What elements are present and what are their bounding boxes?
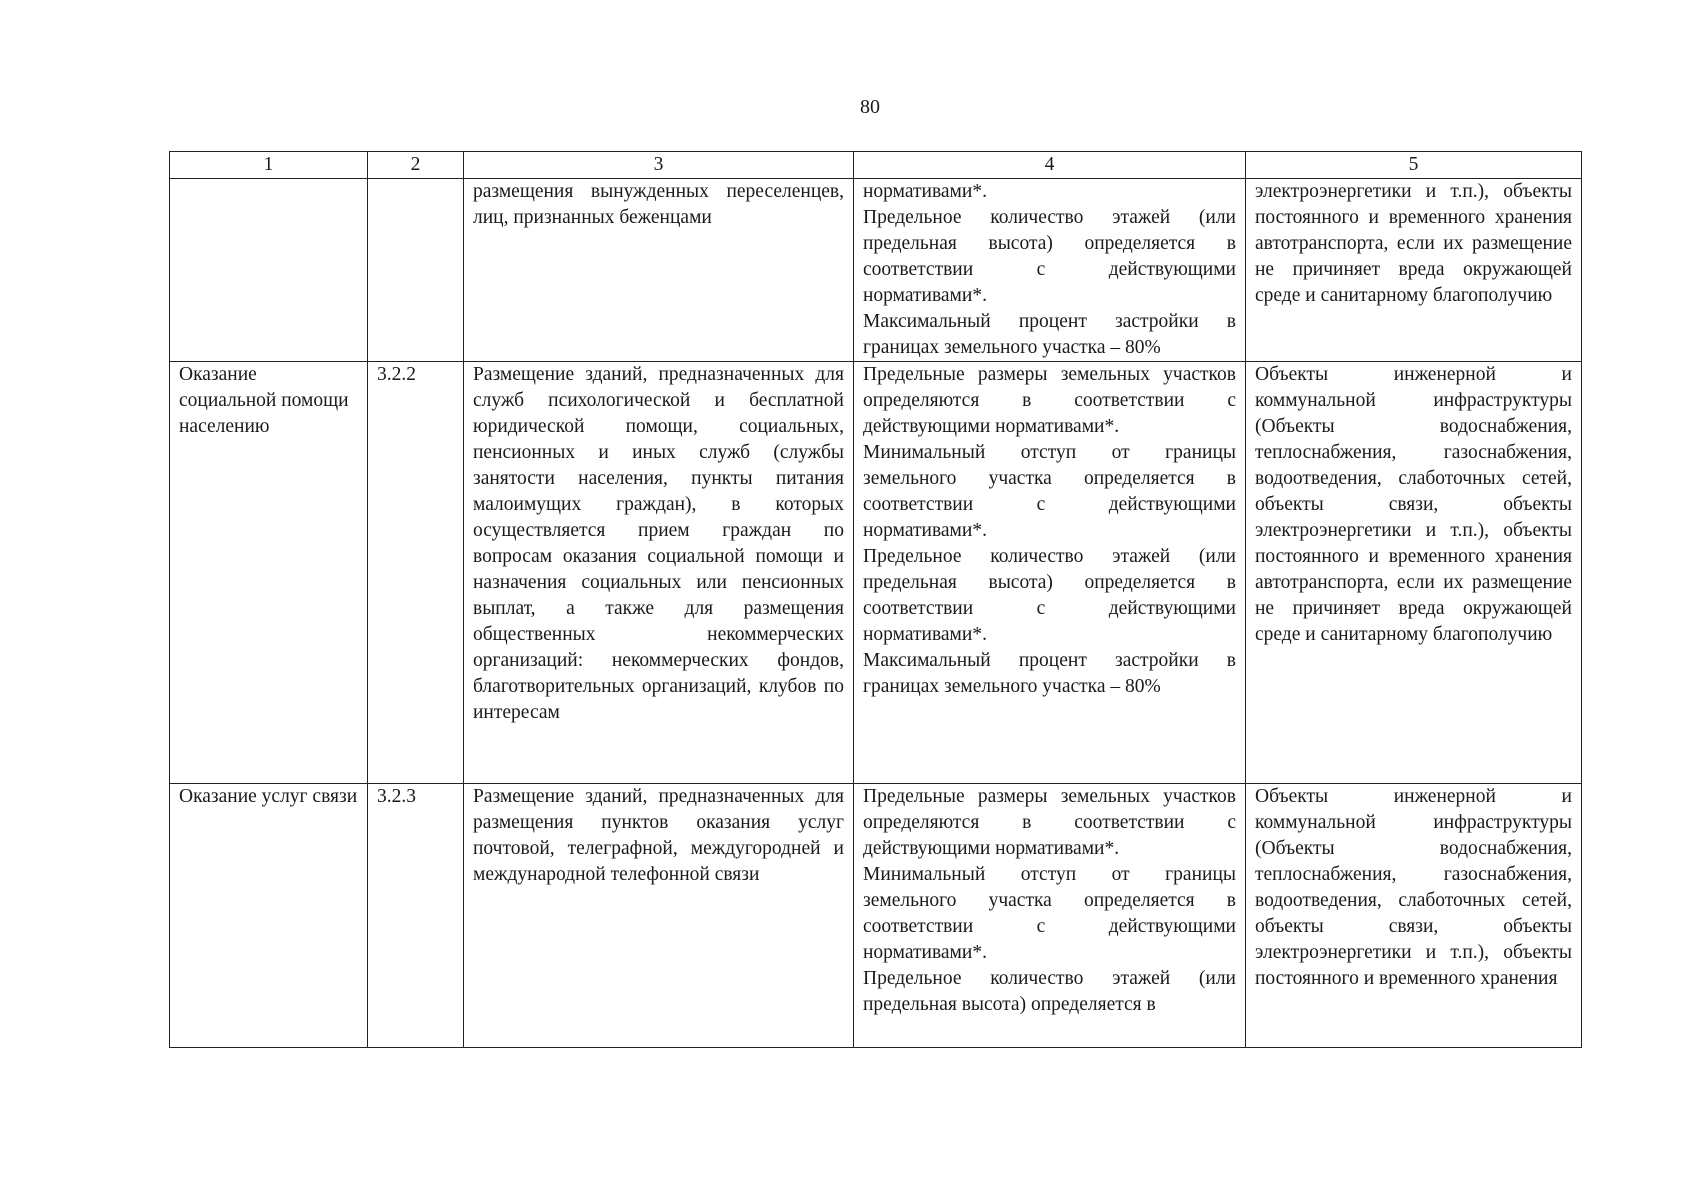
- parameter-line: Предельные размеры земельных участков определяются в соответствии с действующими нормативами*.: [863, 364, 1236, 437]
- parameter-line: Максимальный процент застройки в границах земельного участка – 80%: [863, 311, 1236, 358]
- use-type-name: Оказание социальной помощи населению: [170, 362, 368, 784]
- parameter-line: нормативами*.: [863, 181, 987, 202]
- column-header-2: 2: [368, 152, 464, 179]
- use-description: Размещение зданий, предназначенных для служб психологической и бесплатной юридической помощи, социальных, пенсионных и иных служб (службы занятости населения, пункты питания малоимущих граждан), в которых осуществляется прием граждан по вопросам оказания социальной помощи и назначения социальных или пенсионных выплат, а также для размещения общественных некоммерческих организаций: некоммерческих фондов, благотворительных организаций, клубов по интересам: [464, 362, 854, 784]
- table-row: [170, 362, 1582, 784]
- use-type-name: [170, 179, 368, 362]
- auxiliary-uses: Объекты инженерной и коммунальной инфраструктуры (Объекты водоснабжения, теплоснабжения, газоснабжения, водоотведения, слаботочных сетей, объекты связи, объекты электроэнергетики и т.п.), объекты постоянного и временного хранения: [1246, 784, 1582, 1048]
- table-row: [170, 179, 1582, 362]
- land-use-table: [169, 151, 1582, 1048]
- use-type-code: [368, 179, 464, 362]
- auxiliary-uses: электроэнергетики и т.п.), объекты постоянного и временного хранения автотранспорта, если их размещение не причиняет вреда окружающей среде и санитарному благополучию: [1246, 179, 1582, 362]
- column-header-1: 1: [170, 152, 368, 179]
- use-type-code: 3.2.3: [368, 784, 464, 1048]
- parameter-line: Минимальный отступ от границы земельного участка определяется в соответствии с действующими нормативами*.: [863, 442, 1236, 541]
- parameter-line: Предельное количество этажей (или предельная высота) определяется в соответствии с действующими нормативами*.: [863, 207, 1236, 306]
- page-number: 80: [860, 96, 880, 118]
- parameter-line: Предельные размеры земельных участков определяются в соответствии с действующими нормативами*.: [863, 786, 1236, 859]
- parameter-line: Предельное количество этажей (или предельная высота) определяется в соответствии с действующими нормативами*.: [863, 546, 1236, 645]
- building-parameters: [854, 362, 1246, 784]
- auxiliary-uses: Объекты инженерной и коммунальной инфраструктуры (Объекты водоснабжения, теплоснабжения, газоснабжения, водоотведения, слаботочных сетей, объекты связи, объекты электроэнергетики и т.п.), объекты постоянного и временного хранения автотранспорта, если их размещение не причиняет вреда окружающей среде и санитарному благополучию: [1246, 362, 1582, 784]
- use-type-name: Оказание услуг связи: [170, 784, 368, 1048]
- parameter-line: Предельное количество этажей (или предельная высота) определяется в: [863, 968, 1236, 1015]
- building-parameters: [854, 179, 1246, 362]
- use-description: размещения вынужденных переселенцев, лиц, признанных беженцами: [464, 179, 854, 362]
- column-header-3: 3: [464, 152, 854, 179]
- table-row: [170, 784, 1582, 1048]
- parameter-line: Максимальный процент застройки в границах земельного участка – 80%: [863, 650, 1236, 697]
- use-type-code: 3.2.2: [368, 362, 464, 784]
- building-parameters: [854, 784, 1246, 1048]
- column-header-4: 4: [854, 152, 1246, 179]
- parameter-line: Минимальный отступ от границы земельного участка определяется в соответствии с действующими нормативами*.: [863, 864, 1236, 963]
- use-description: Размещение зданий, предназначенных для размещения пунктов оказания услуг почтовой, телеграфной, междугородней и международной телефонной связи: [464, 784, 854, 1048]
- table-header-row: [170, 152, 1582, 179]
- column-header-5: 5: [1246, 152, 1582, 179]
